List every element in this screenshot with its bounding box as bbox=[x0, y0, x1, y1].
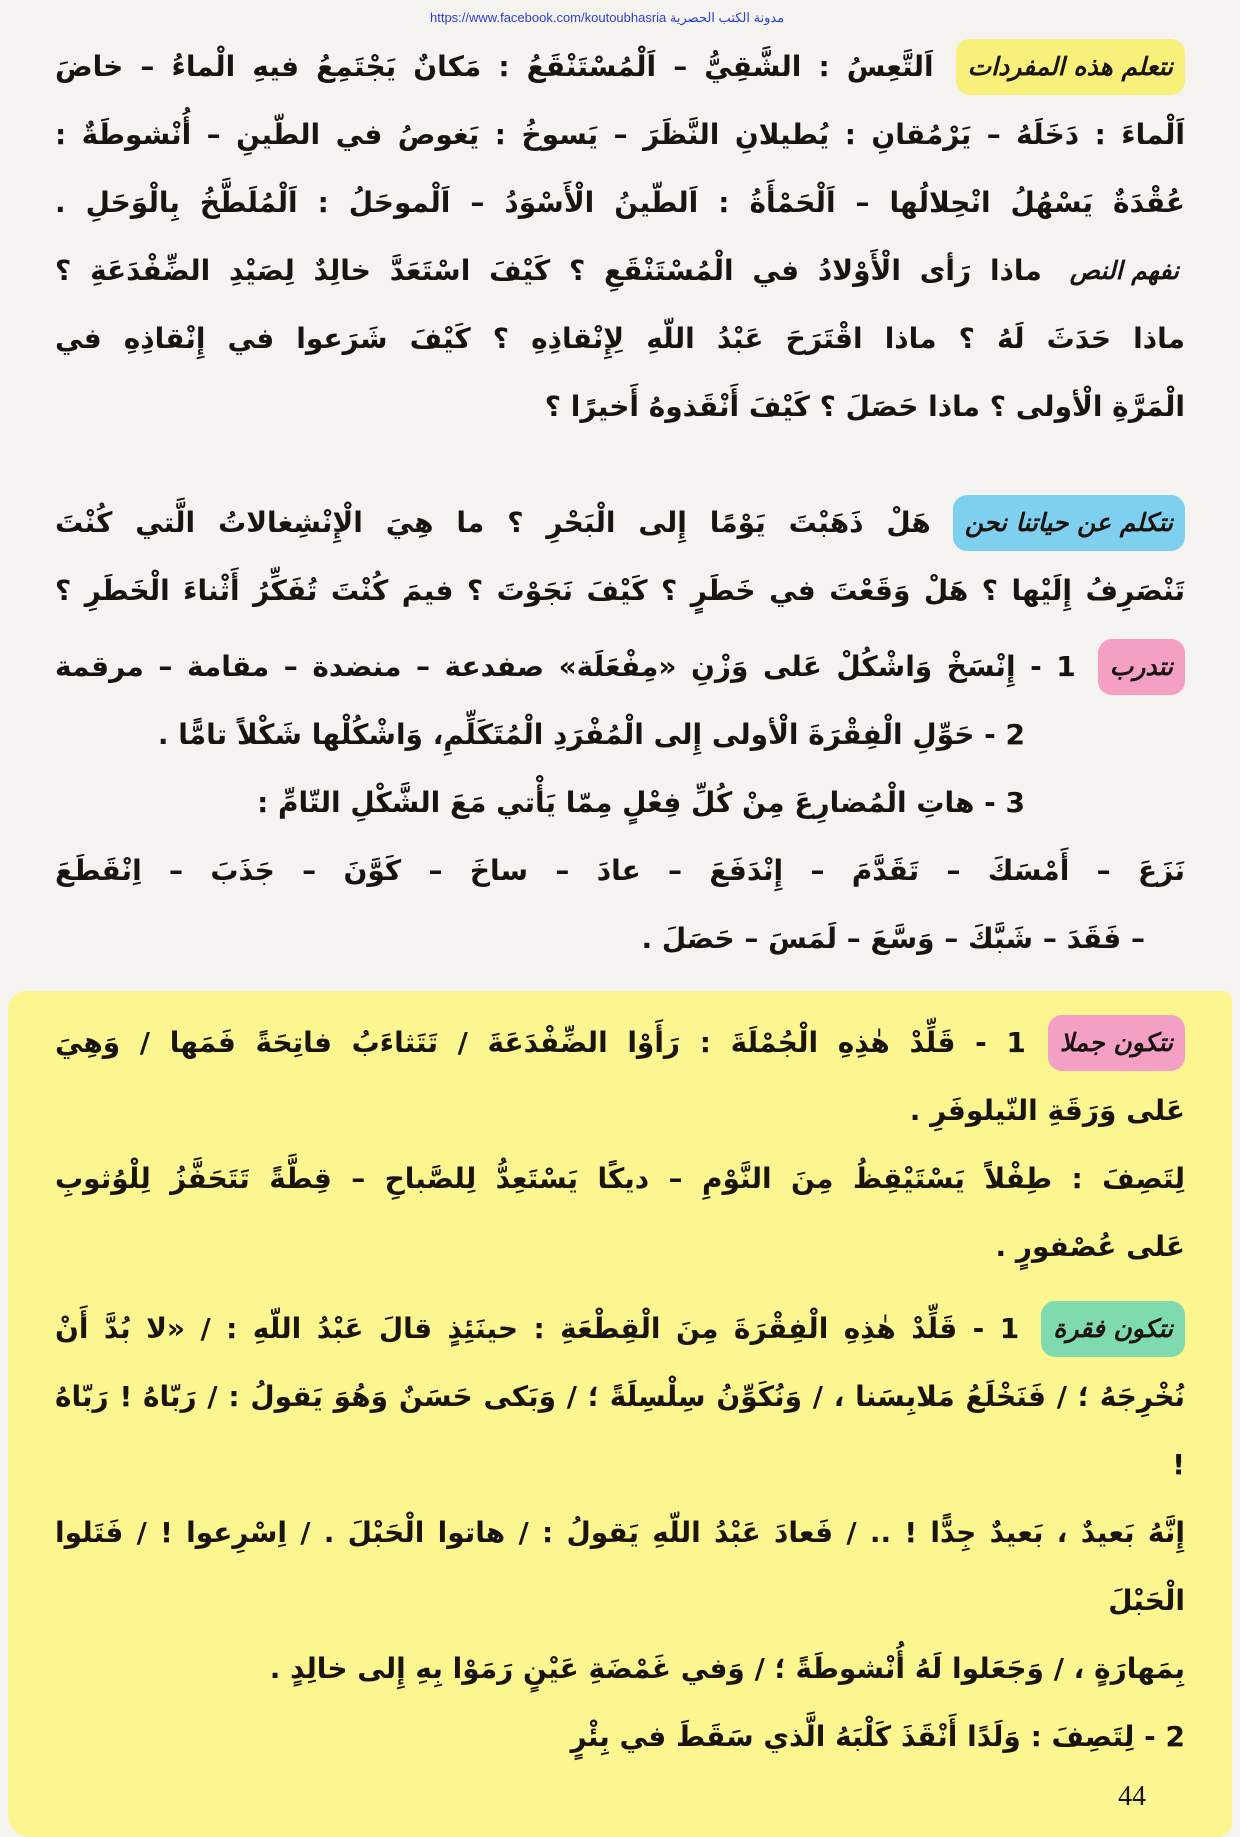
section-comprehension bbox=[55, 237, 1185, 441]
watermark[interactable]: https://www.facebook.com/koutoubhasria مدونة الكتب الحصرية bbox=[430, 10, 785, 25]
heading-comprehension: نفهم النص bbox=[1069, 256, 1179, 285]
section-our-life bbox=[55, 489, 1185, 625]
text-line: 1 - قَلِّدْ هٰذِهِ الْجُمْلَةَ : رَأَوْا الضِّفْدَعَةَ / تَتَثاءَبُ فاتِحَةً فَمَها / وَهِيَ bbox=[55, 1026, 1026, 1059]
text-line: نُخْرِجَهُ ؛ / فَنَخْلَعُ مَلابِسَنا ، / وَنُكَوِّنُ سِلْسِلَةً ؛ / وَبَكى حَسَنٌ وَهُوَ يَقولُ : / رَبّاهُ ! رَبّاهُ ! bbox=[55, 1380, 1185, 1481]
text-line: ماذا حَدَثَ لَهُ ؟ ماذا اقْتَرَحَ عَبْدُ اللّهِ لِإِنْقاذِهِ ؟ كَيْفَ شَرَعوا في إِنْقاذِهِ في bbox=[55, 322, 1185, 355]
text-line: 3 - هاتِ الْمُضارِعَ مِنْ كُلِّ فِعْلٍ مِمّا يَأْتي مَعَ الشَّكْلِ التّامِّ : bbox=[257, 786, 1025, 819]
section-sentences bbox=[55, 1009, 1185, 1281]
text-line: 1 - قَلِّدْ هٰذِهِ الْفِقْرَةَ مِنَ الْقِطْعَةِ : حينَئِذٍ قالَ عَبْدُ اللّهِ : / «لا بُدَّ أَنْ bbox=[55, 1312, 1020, 1345]
text-line: اَلتَّعِسُ : الشَّقِيُّ – اَلْمُسْتَنْقَعُ : مَكانٌ يَجْتَمِعُ فيهِ الْماءُ – خاضَ bbox=[55, 50, 934, 83]
text-line: اَلْماءَ : دَخَلَهُ – يَرْمُقانِ : يُطيلانِ النَّظَرَ – يَسوخُ : يَغوصُ في الطّينِ – أُنْشوطَةٌ : bbox=[55, 118, 1185, 151]
text-line: 2 - حَوِّلِ الْفِقْرَةَ الْأولى إِلى الْمُفْرَدِ الْمُتَكَلِّمِ، وَاشْكُلْها شَكْلاً تامًّا . bbox=[157, 718, 1025, 751]
text-line: نَزَعَ – أَمْسَكَ – تَقَدَّمَ – إِنْدَفَعَ – عادَ – ساخَ – كَوَّنَ – جَذَبَ – اِنْقَطَعَ bbox=[55, 854, 1185, 887]
heading-our-life: نتكلم عن حياتنا نحن bbox=[953, 495, 1185, 551]
text-line: الْمَرَّةِ الْأولى ؟ ماذا حَصَلَ ؟ كَيْفَ أَنْقَذوهُ أَخيرًا ؟ bbox=[544, 390, 1185, 423]
text-line: لِتَصِفَ : طِفْلاً يَسْتَيْقِظُ مِنَ النَّوْمِ – ديكًا يَسْتَعِدُّ لِلصَّباحِ – قِطَّةً تَتَحَفَّزُ لِلْوُثوبِ bbox=[55, 1162, 1185, 1195]
text-line: عَلى وَرَقَةِ النّيلوفَرِ . bbox=[909, 1094, 1185, 1127]
heading-paragraph: نتكون فقرة bbox=[1041, 1301, 1185, 1357]
heading-sentences: نتكون جملا bbox=[1048, 1015, 1185, 1071]
text-line: ماذا رَأى الْأَوْلادُ في الْمُسْتَنْقَعِ ؟ كَيْفَ اسْتَعَدَّ خالِدٌ لِصَيْدِ الضِّفْدَعَةِ ؟ bbox=[55, 254, 1042, 287]
text-line: بِمَهارَةٍ ، / وَجَعَلوا لَهُ أُنْشوطَةً ؛ / وَفي غَمْضَةِ عَيْنٍ رَمَوْا بِهِ إِلى خالِدٍ . bbox=[269, 1652, 1185, 1685]
text-line: تَنْصَرِفُ إِلَيْها ؟ هَلْ وَقَعْتَ في خَطَرٍ ؟ كَيْفَ نَجَوْتَ ؟ فيمَ كُنْتَ تُفَكِّرُ أَثْناءَ الْخَطَرِ ؟ bbox=[55, 574, 1185, 607]
section-vocabulary bbox=[55, 33, 1185, 237]
page-number: 44 bbox=[1118, 1781, 1146, 1812]
text-line: 1 - إِنْسَخْ وَاشْكُلْ عَلى وَزْنِ «مِفْعَلَة» صفدعة – منضدة – مقامة – مرقمة bbox=[55, 650, 1076, 683]
text-line: – فَقَدَ – شَبَّكَ – وَسَّعَ – لَمَسَ – حَصَلَ . bbox=[641, 922, 1145, 955]
heading-practice: نتدرب bbox=[1098, 639, 1185, 695]
text-line: عُقْدَةٌ يَسْهُلُ انْحِلالُها – اَلْحَمْأَةُ : اَلطّينُ الْأَسْوَدُ – اَلْموحَلُ : اَلْمُلَطَّخُ بِالْوَحَلِ . bbox=[55, 186, 1185, 219]
heading-vocabulary: نتعلم هذه المفردات bbox=[956, 39, 1185, 95]
section-paragraph bbox=[55, 1295, 1185, 1771]
highlighted-writing-area bbox=[8, 991, 1232, 1837]
text-line: 2 - لِتَصِفَ : وَلَدًا أَنْقَذَ كَلْبَهُ الَّذي سَقَطَ في بِئْرٍ bbox=[570, 1720, 1185, 1753]
text-line: هَلْ ذَهَبْتَ يَوْمًا إِلى الْبَحْرِ ؟ ما هِيَ الْإِنْشِغالاتُ الَّتي كُنْتَ bbox=[55, 506, 931, 539]
section-practice bbox=[55, 633, 1185, 973]
text-line: إِنَّهُ بَعيدٌ ، بَعيدٌ جِدًّا ! .. / فَعادَ عَبْدُ اللّهِ يَقولُ : / هاتوا الْحَبْلَ . / اِسْرِعوا ! / فَتَلوا الْحَبْلَ bbox=[55, 1516, 1185, 1617]
text-line: عَلى عُصْفورٍ . bbox=[995, 1230, 1185, 1263]
